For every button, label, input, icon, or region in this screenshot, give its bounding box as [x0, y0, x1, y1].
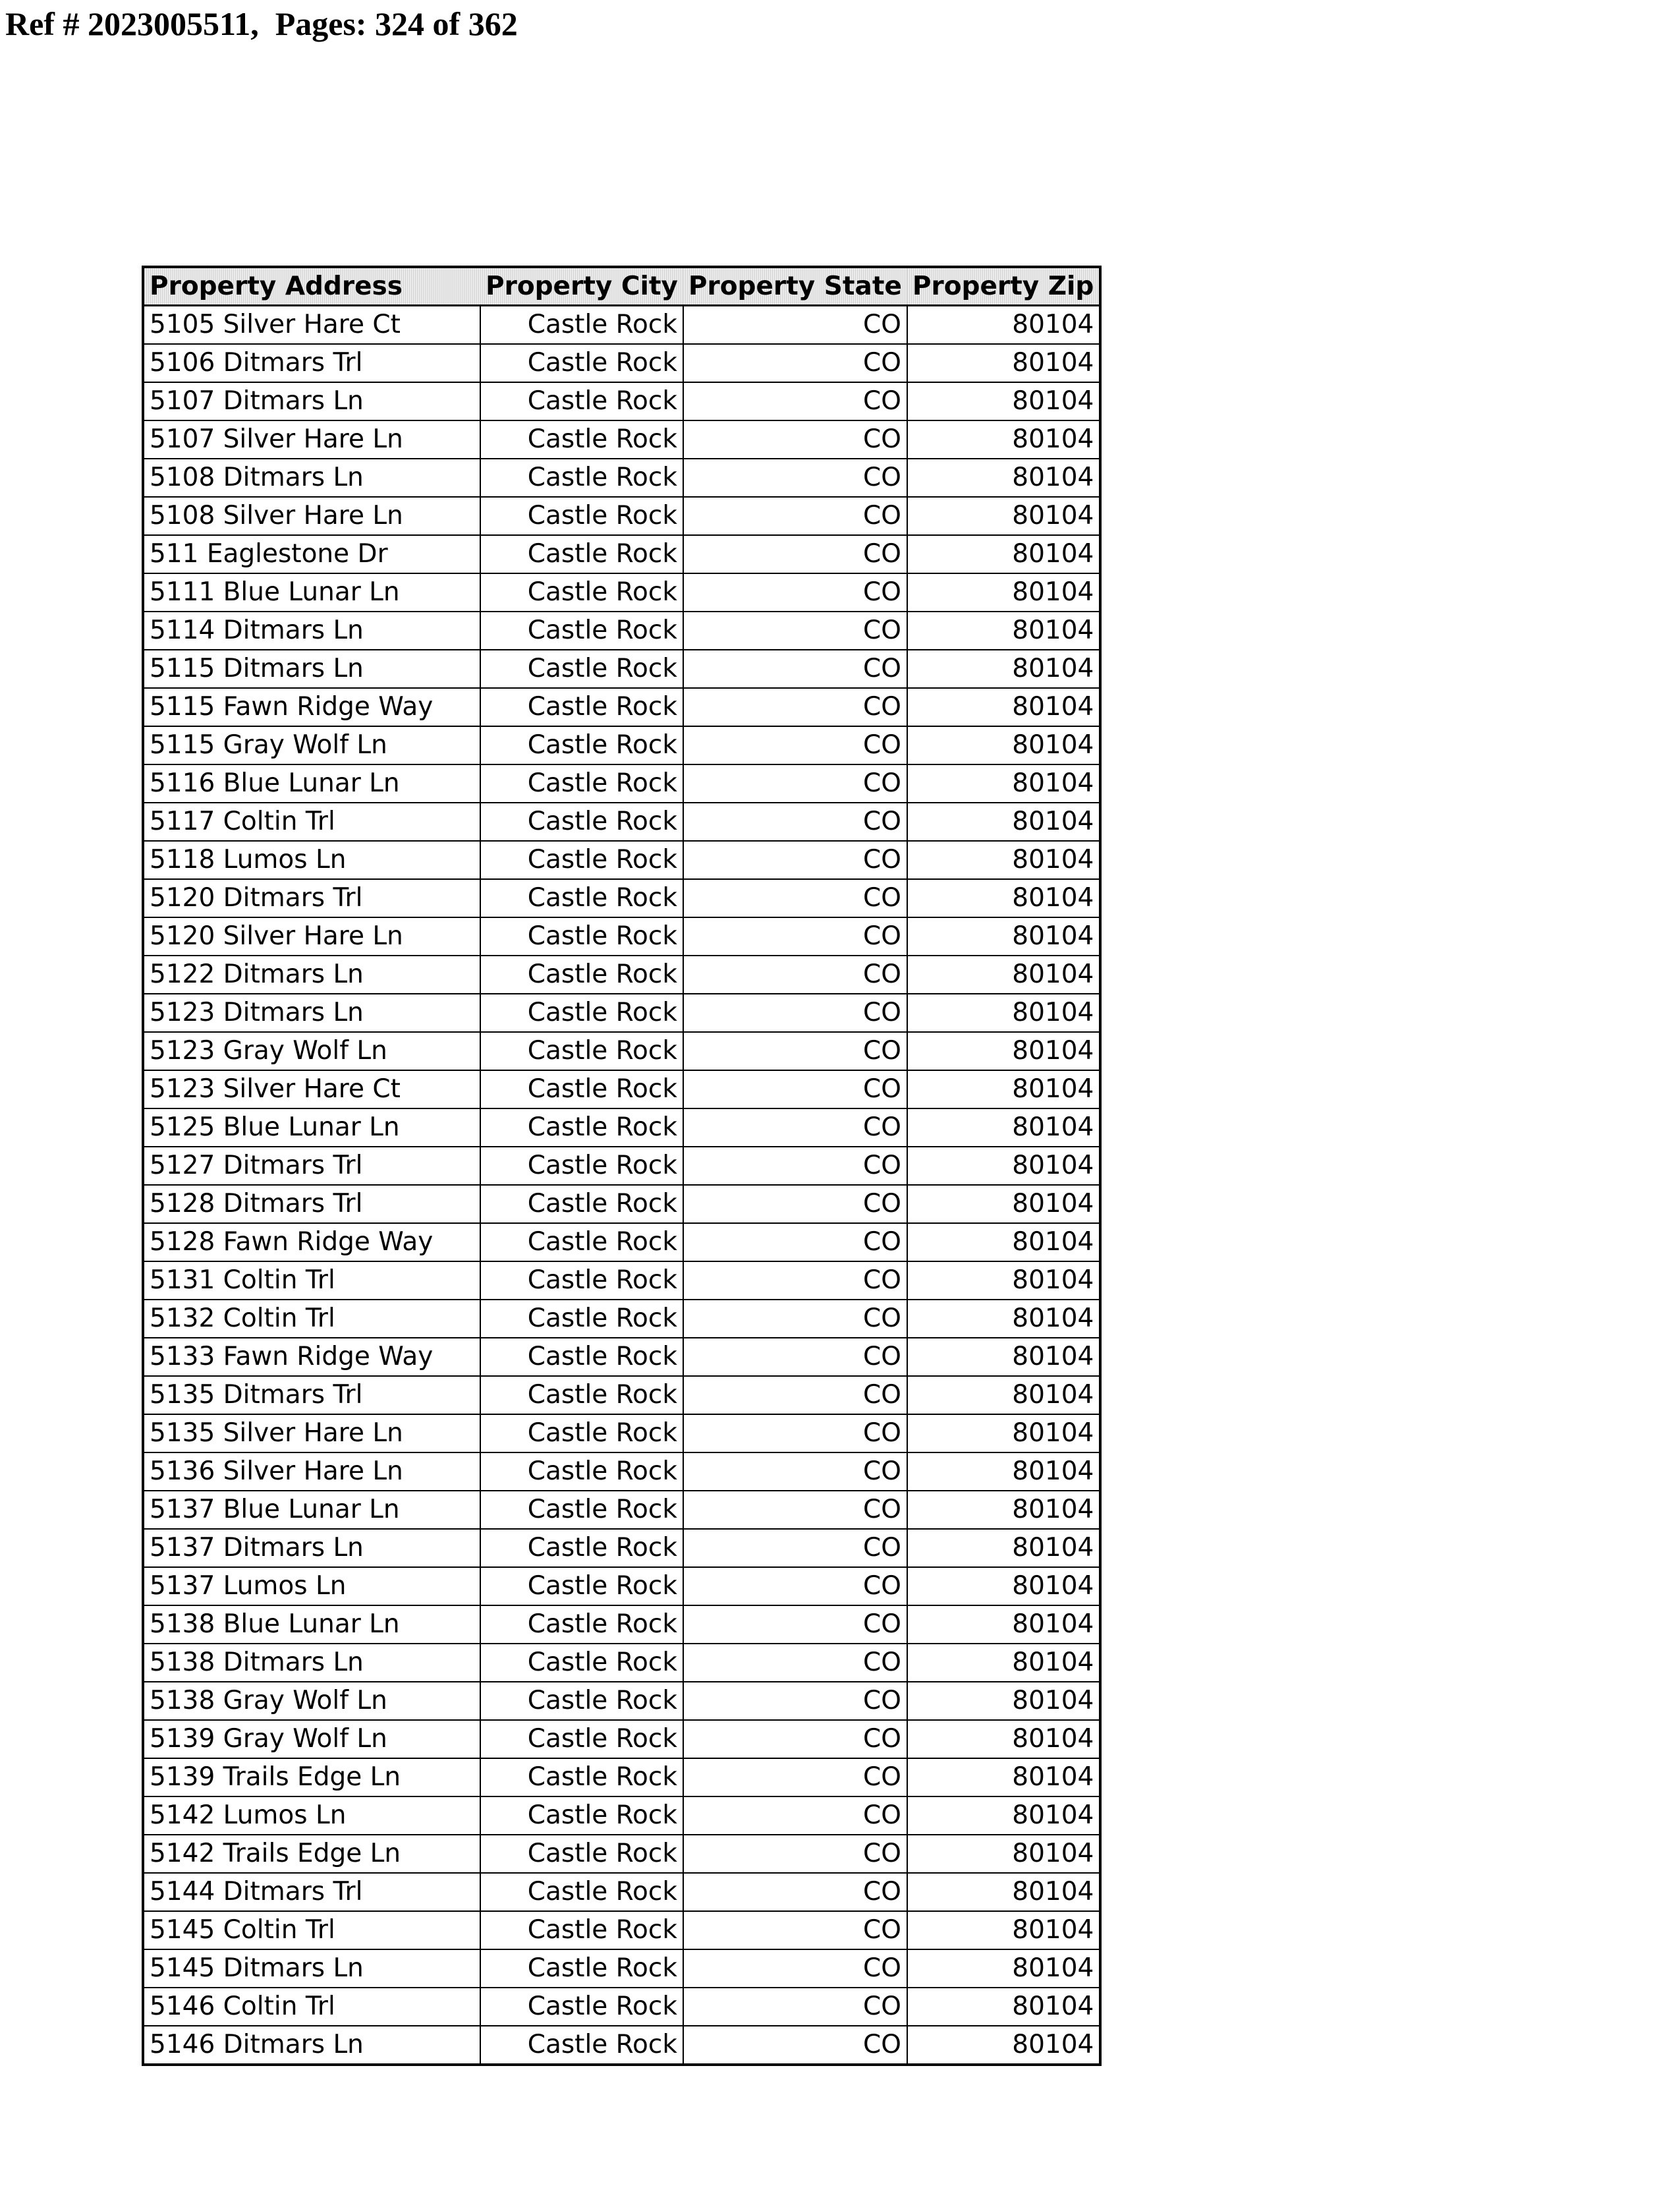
- address-cell: 5127 Ditmars Trl: [143, 1147, 480, 1185]
- zip-cell: 80104: [907, 1911, 1100, 1949]
- table-row: [143, 612, 1100, 650]
- table-row: [143, 1452, 1100, 1491]
- table-row: [143, 1911, 1100, 1949]
- state-cell: CO: [683, 1032, 907, 1070]
- state-cell: CO: [683, 1147, 907, 1185]
- city-cell: Castle Rock: [480, 726, 683, 764]
- city-cell: Castle Rock: [480, 1147, 683, 1185]
- city-cell: Castle Rock: [480, 497, 683, 535]
- zip-cell: 80104: [907, 1185, 1100, 1223]
- state-cell: CO: [683, 2026, 907, 2065]
- page-reference-header: [5, 4, 518, 43]
- zip-cell: 80104: [907, 841, 1100, 879]
- city-cell: Castle Rock: [480, 344, 683, 382]
- address-cell: 5142 Lumos Ln: [143, 1796, 480, 1835]
- zip-cell: 80104: [907, 1605, 1100, 1644]
- table-row: [143, 688, 1100, 726]
- table-row: [143, 420, 1100, 459]
- city-cell: Castle Rock: [480, 917, 683, 956]
- table-row: [143, 803, 1100, 841]
- zip-cell: 80104: [907, 612, 1100, 650]
- table-header: [143, 267, 1100, 306]
- state-cell: CO: [683, 956, 907, 994]
- state-cell: CO: [683, 1070, 907, 1108]
- city-cell: Castle Rock: [480, 994, 683, 1032]
- address-cell: 5120 Ditmars Trl: [143, 879, 480, 917]
- city-cell: Castle Rock: [480, 1644, 683, 1682]
- zip-cell: 80104: [907, 879, 1100, 917]
- city-cell: Castle Rock: [480, 1108, 683, 1147]
- table-row: [143, 1376, 1100, 1414]
- address-cell: 5122 Ditmars Ln: [143, 956, 480, 994]
- zip-cell: 80104: [907, 573, 1100, 612]
- table-row: [143, 306, 1100, 345]
- table-row: [143, 1567, 1100, 1605]
- table-row: [143, 1261, 1100, 1300]
- zip-cell: 80104: [907, 1070, 1100, 1108]
- address-cell: 5116 Blue Lunar Ln: [143, 764, 480, 803]
- table-header-row: [143, 267, 1100, 306]
- city-cell: Castle Rock: [480, 764, 683, 803]
- zip-cell: 80104: [907, 1529, 1100, 1567]
- city-cell: Castle Rock: [480, 420, 683, 459]
- zip-cell: 80104: [907, 1147, 1100, 1185]
- city-cell: Castle Rock: [480, 1032, 683, 1070]
- table-row: [143, 497, 1100, 535]
- table-row: [143, 1949, 1100, 1988]
- city-cell: Castle Rock: [480, 1949, 683, 1988]
- table-row: [143, 1644, 1100, 1682]
- table-row: [143, 1682, 1100, 1720]
- city-cell: Castle Rock: [480, 1261, 683, 1300]
- state-cell: CO: [683, 1911, 907, 1949]
- table-row: [143, 1758, 1100, 1796]
- table-row: [143, 841, 1100, 879]
- city-cell: Castle Rock: [480, 1796, 683, 1835]
- city-cell: Castle Rock: [480, 382, 683, 420]
- state-cell: CO: [683, 1682, 907, 1720]
- zip-cell: 80104: [907, 764, 1100, 803]
- table-row: [143, 994, 1100, 1032]
- address-cell: 5120 Silver Hare Ln: [143, 917, 480, 956]
- state-cell: CO: [683, 382, 907, 420]
- table-body: [143, 306, 1100, 2065]
- state-cell: CO: [683, 1873, 907, 1911]
- state-cell: CO: [683, 1491, 907, 1529]
- address-cell: 5123 Ditmars Ln: [143, 994, 480, 1032]
- zip-cell: 80104: [907, 803, 1100, 841]
- state-cell: CO: [683, 1949, 907, 1988]
- zip-cell: 80104: [907, 1032, 1100, 1070]
- city-cell: Castle Rock: [480, 1988, 683, 2026]
- zip-cell: 80104: [907, 1223, 1100, 1261]
- address-cell: 5137 Ditmars Ln: [143, 1529, 480, 1567]
- state-cell: CO: [683, 459, 907, 497]
- address-cell: 5138 Ditmars Ln: [143, 1644, 480, 1682]
- address-cell: 511 Eaglestone Dr: [143, 535, 480, 573]
- address-cell: 5146 Coltin Trl: [143, 1988, 480, 2026]
- column-header-state: Property State: [683, 267, 907, 306]
- city-cell: Castle Rock: [480, 956, 683, 994]
- city-cell: Castle Rock: [480, 650, 683, 688]
- address-cell: 5115 Ditmars Ln: [143, 650, 480, 688]
- zip-cell: 80104: [907, 1644, 1100, 1682]
- city-cell: Castle Rock: [480, 1911, 683, 1949]
- table-row: [143, 1605, 1100, 1644]
- table-row: [143, 2026, 1100, 2065]
- state-cell: CO: [683, 764, 907, 803]
- table-row: [143, 1108, 1100, 1147]
- state-cell: CO: [683, 879, 907, 917]
- column-header-address: Property Address: [143, 267, 480, 306]
- address-cell: 5117 Coltin Trl: [143, 803, 480, 841]
- state-cell: CO: [683, 1605, 907, 1644]
- address-cell: 5125 Blue Lunar Ln: [143, 1108, 480, 1147]
- state-cell: CO: [683, 650, 907, 688]
- address-cell: 5144 Ditmars Trl: [143, 1873, 480, 1911]
- state-cell: CO: [683, 612, 907, 650]
- address-cell: 5123 Silver Hare Ct: [143, 1070, 480, 1108]
- table-row: [143, 573, 1100, 612]
- table-row: [143, 1032, 1100, 1070]
- zip-cell: 80104: [907, 1414, 1100, 1452]
- table-row: [143, 1491, 1100, 1529]
- address-cell: 5105 Silver Hare Ct: [143, 306, 480, 345]
- state-cell: CO: [683, 1758, 907, 1796]
- zip-cell: 80104: [907, 917, 1100, 956]
- address-cell: 5114 Ditmars Ln: [143, 612, 480, 650]
- state-cell: CO: [683, 1988, 907, 2026]
- address-cell: 5108 Ditmars Ln: [143, 459, 480, 497]
- zip-cell: 80104: [907, 1988, 1100, 2026]
- state-cell: CO: [683, 306, 907, 345]
- address-cell: 5106 Ditmars Trl: [143, 344, 480, 382]
- city-cell: Castle Rock: [480, 1070, 683, 1108]
- zip-cell: 80104: [907, 1300, 1100, 1338]
- city-cell: Castle Rock: [480, 1682, 683, 1720]
- state-cell: CO: [683, 688, 907, 726]
- address-cell: 5135 Ditmars Trl: [143, 1376, 480, 1414]
- state-cell: CO: [683, 1529, 907, 1567]
- address-cell: 5111 Blue Lunar Ln: [143, 573, 480, 612]
- table-row: [143, 1338, 1100, 1376]
- zip-cell: 80104: [907, 1376, 1100, 1414]
- zip-cell: 80104: [907, 994, 1100, 1032]
- state-cell: CO: [683, 917, 907, 956]
- state-cell: CO: [683, 535, 907, 573]
- address-cell: 5128 Ditmars Trl: [143, 1185, 480, 1223]
- state-cell: CO: [683, 1644, 907, 1682]
- state-cell: CO: [683, 1261, 907, 1300]
- zip-cell: 80104: [907, 1758, 1100, 1796]
- city-cell: Castle Rock: [480, 1567, 683, 1605]
- city-cell: Castle Rock: [480, 459, 683, 497]
- table-row: [143, 1300, 1100, 1338]
- address-cell: 5138 Gray Wolf Ln: [143, 1682, 480, 1720]
- zip-cell: 80104: [907, 650, 1100, 688]
- address-cell: 5115 Gray Wolf Ln: [143, 726, 480, 764]
- table-row: [143, 650, 1100, 688]
- table-row: [143, 1070, 1100, 1108]
- address-cell: 5133 Fawn Ridge Way: [143, 1338, 480, 1376]
- zip-cell: 80104: [907, 956, 1100, 994]
- zip-cell: 80104: [907, 420, 1100, 459]
- city-cell: Castle Rock: [480, 1223, 683, 1261]
- city-cell: Castle Rock: [480, 1758, 683, 1796]
- zip-cell: 80104: [907, 1682, 1100, 1720]
- city-cell: Castle Rock: [480, 1873, 683, 1911]
- address-cell: 5137 Lumos Ln: [143, 1567, 480, 1605]
- address-cell: 5138 Blue Lunar Ln: [143, 1605, 480, 1644]
- city-cell: Castle Rock: [480, 1452, 683, 1491]
- city-cell: Castle Rock: [480, 535, 683, 573]
- state-cell: CO: [683, 994, 907, 1032]
- state-cell: CO: [683, 1414, 907, 1452]
- state-cell: CO: [683, 803, 907, 841]
- table-row: [143, 726, 1100, 764]
- address-cell: 5135 Silver Hare Ln: [143, 1414, 480, 1452]
- zip-cell: 80104: [907, 688, 1100, 726]
- city-cell: Castle Rock: [480, 306, 683, 345]
- state-cell: CO: [683, 344, 907, 382]
- zip-cell: 80104: [907, 344, 1100, 382]
- address-cell: 5107 Silver Hare Ln: [143, 420, 480, 459]
- zip-cell: 80104: [907, 1491, 1100, 1529]
- table-row: [143, 1988, 1100, 2026]
- zip-cell: 80104: [907, 1338, 1100, 1376]
- table-row: [143, 1873, 1100, 1911]
- city-cell: Castle Rock: [480, 1185, 683, 1223]
- zip-cell: 80104: [907, 535, 1100, 573]
- address-cell: 5136 Silver Hare Ln: [143, 1452, 480, 1491]
- table-row: [143, 1720, 1100, 1758]
- city-cell: Castle Rock: [480, 1376, 683, 1414]
- table-row: [143, 1147, 1100, 1185]
- state-cell: CO: [683, 1567, 907, 1605]
- state-cell: CO: [683, 497, 907, 535]
- city-cell: Castle Rock: [480, 1720, 683, 1758]
- city-cell: Castle Rock: [480, 573, 683, 612]
- address-cell: 5115 Fawn Ridge Way: [143, 688, 480, 726]
- reference-number: Ref # 2023005511,: [5, 5, 259, 42]
- city-cell: Castle Rock: [480, 1300, 683, 1338]
- address-cell: 5128 Fawn Ridge Way: [143, 1223, 480, 1261]
- address-cell: 5146 Ditmars Ln: [150, 2030, 364, 2059]
- zip-cell: 80104: [907, 1261, 1100, 1300]
- city-cell: Castle Rock: [480, 841, 683, 879]
- address-cell: 5145 Coltin Trl: [143, 1911, 480, 1949]
- table-row: [143, 382, 1100, 420]
- zip-cell: 80104: [907, 497, 1100, 535]
- table-row: [143, 1796, 1100, 1835]
- table-row: [143, 1223, 1100, 1261]
- table-row: [143, 1414, 1100, 1452]
- address-cell: 5132 Coltin Trl: [143, 1300, 480, 1338]
- property-table: [142, 266, 1102, 2066]
- zip-cell: 80104: [907, 2026, 1100, 2065]
- city-cell: Castle Rock: [480, 612, 683, 650]
- address-cell: 5123 Gray Wolf Ln: [143, 1032, 480, 1070]
- address-cell: 5139 Trails Edge Ln: [143, 1758, 480, 1796]
- zip-cell: 80104: [907, 1108, 1100, 1147]
- page-count: Pages: 324 of 362: [275, 5, 518, 42]
- column-header-zip: Property Zip: [907, 267, 1100, 306]
- city-cell: Castle Rock: [480, 1414, 683, 1452]
- city-cell: Castle Rock: [480, 803, 683, 841]
- state-cell: CO: [683, 573, 907, 612]
- state-cell: CO: [683, 841, 907, 879]
- city-cell: Castle Rock: [480, 688, 683, 726]
- zip-cell: 80104: [907, 306, 1100, 345]
- city-cell: Castle Rock: [480, 1529, 683, 1567]
- table-row: [143, 917, 1100, 956]
- state-cell: CO: [683, 1300, 907, 1338]
- state-cell: CO: [683, 420, 907, 459]
- state-cell: CO: [683, 1720, 907, 1758]
- zip-cell: 80104: [907, 726, 1100, 764]
- address-cell: 5145 Ditmars Ln: [143, 1949, 480, 1988]
- city-cell: Castle Rock: [480, 1338, 683, 1376]
- address-cell: 5108 Silver Hare Ln: [143, 497, 480, 535]
- state-cell: CO: [683, 1796, 907, 1835]
- zip-cell: 80104: [907, 382, 1100, 420]
- state-cell: CO: [683, 1452, 907, 1491]
- zip-cell: 80104: [907, 1567, 1100, 1605]
- state-cell: CO: [683, 726, 907, 764]
- city-cell: Castle Rock: [480, 2026, 683, 2065]
- city-cell: Castle Rock: [480, 1605, 683, 1644]
- zip-cell: 80104: [907, 459, 1100, 497]
- address-cell: 5142 Trails Edge Ln: [143, 1835, 480, 1873]
- zip-cell: 80104: [907, 1835, 1100, 1873]
- zip-cell: 80104: [907, 1452, 1100, 1491]
- address-cell: 5137 Blue Lunar Ln: [143, 1491, 480, 1529]
- state-cell: CO: [683, 1835, 907, 1873]
- state-cell: CO: [683, 1185, 907, 1223]
- address-cell: 5131 Coltin Trl: [143, 1261, 480, 1300]
- zip-cell: 80104: [907, 1796, 1100, 1835]
- city-cell: Castle Rock: [480, 1835, 683, 1873]
- table-row: [143, 459, 1100, 497]
- table-row: [143, 1529, 1100, 1567]
- zip-cell: 80104: [907, 1720, 1100, 1758]
- address-cell: 5139 Gray Wolf Ln: [143, 1720, 480, 1758]
- city-cell: Castle Rock: [480, 1491, 683, 1529]
- state-cell: CO: [683, 1223, 907, 1261]
- table-row: [143, 956, 1100, 994]
- table-row: [143, 1185, 1100, 1223]
- zip-cell: 80104: [907, 1873, 1100, 1911]
- address-cell: 5118 Lumos Ln: [143, 841, 480, 879]
- table-row: [143, 1835, 1100, 1873]
- table-row: [143, 879, 1100, 917]
- state-cell: CO: [683, 1338, 907, 1376]
- zip-cell: 80104: [907, 1949, 1100, 1988]
- state-cell: CO: [683, 1108, 907, 1147]
- table-row: [143, 535, 1100, 573]
- table-row: [143, 764, 1100, 803]
- city-cell: Castle Rock: [480, 879, 683, 917]
- address-cell: 5107 Ditmars Ln: [143, 382, 480, 420]
- table-row: [143, 344, 1100, 382]
- state-cell: CO: [683, 1376, 907, 1414]
- column-header-city: Property City: [480, 267, 683, 306]
